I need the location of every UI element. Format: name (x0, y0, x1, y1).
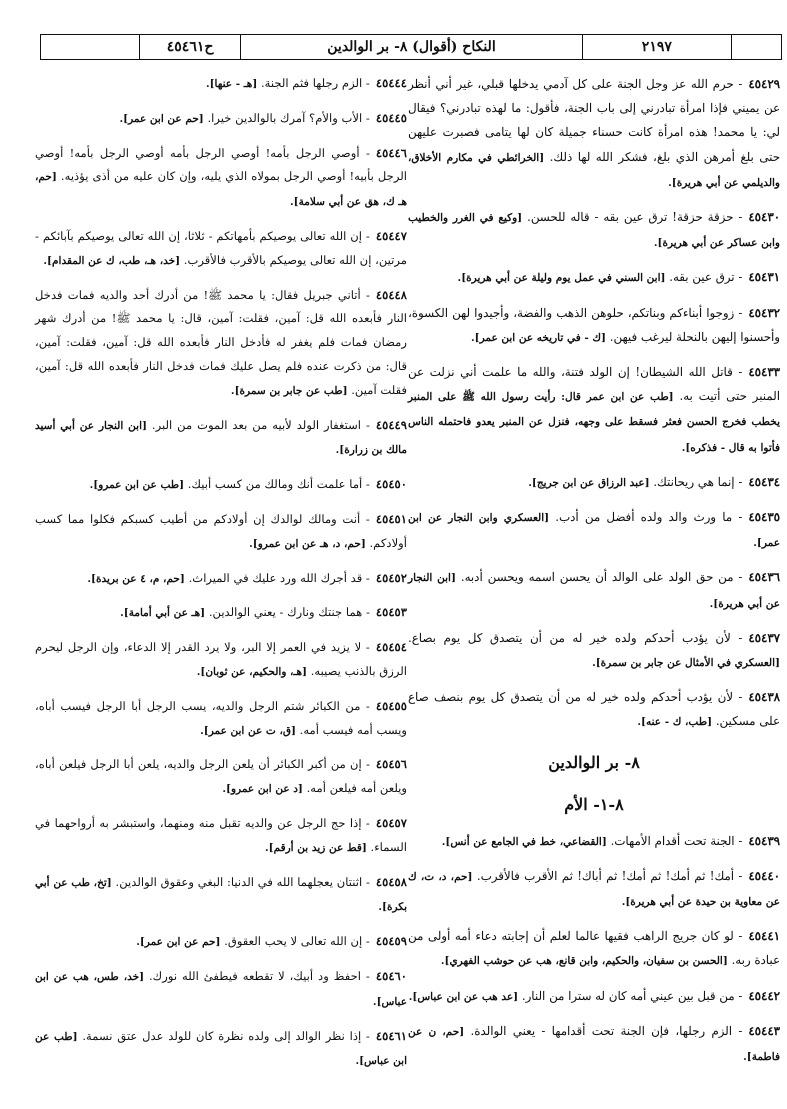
hadith-entry (35, 601, 407, 626)
hadith-source: [خد، هـ، طب، ك عن المقدام]. (43, 254, 181, 267)
page-number: ٢١٩٧ (582, 35, 732, 59)
hadith-text: - اثنتان يعجلهما الله في الدنيا: البغي وعقوق الوالدين. (115, 874, 370, 889)
hadith-number: ٤٥٤٣٧ (748, 630, 780, 645)
hadith-source: [ق، ت عن ابن عمر]. (200, 724, 296, 737)
header-blank-right (731, 35, 781, 59)
header-blank-left (41, 35, 139, 59)
hadith-text: - الأب والأم؟ آمرك بالوالدين خيرا. (207, 110, 370, 125)
hadith-text: - إن الله تعالى يوصيكم بأمهاتكم - ثلاثا، إن الله تعالى يوصيكم بآبائكم - مرتين، إن الله تعالى يوصيكم بالأقرب فالأقرب. (35, 228, 407, 267)
hadith-source: [ابن السني في عمل يوم وليلة عن أبي هريرة]. (457, 272, 666, 285)
hadith-entry (408, 924, 780, 973)
hadith-number: ٤٥٤٦٠ (375, 968, 407, 983)
hadith-source: [حم، هـ ك، هق عن أبي سلامة]. (35, 171, 407, 209)
hadith-entry (35, 567, 407, 592)
hadith-entry (408, 72, 780, 195)
hadith-text: - احفظ ود أبيك، لا تقطعه فيطفئ الله نورك. (149, 968, 370, 983)
hadith-text: - لو كان جريج الراهب فقيها عالما لعلم أن إجابته دعاء أمه أولى من عبادة ربه. (408, 929, 780, 968)
hadith-source: [خد، طس، هب عن ابن عباس]. (35, 970, 407, 1008)
hadith-text: - إذا نظر الوالد إلى ولده نظرة كان للولد عدل عتق نسمة. (82, 1028, 370, 1043)
hadith-entry (35, 473, 407, 498)
hadith-number: ٤٥٤٣٢ (748, 305, 780, 320)
hadith-text: - استغفار الولد لأبيه من بعد الموت من البر. (151, 417, 370, 432)
hadith-entry (408, 565, 780, 615)
hadith-text: - إنما هي ريحانتك. (653, 474, 743, 489)
hadith-entry (408, 864, 780, 914)
hadith-number: ٤٥٤٥٧ (375, 815, 407, 830)
hadith-source: [طب عن ابن عمر قال: رأيت رسول الله ﷺ على المنبر يخطب فخرج الحسن فعثر فسقط على وجهه، فنزل عن المنبر يعدو فاحتمله الناس فأتوا به قال - فذكره]. (408, 391, 780, 454)
hadith-entry (35, 414, 407, 464)
hadith-entry (35, 930, 407, 955)
hadith-source: [الحسن بن سفيان، والحكيم، وابن قانع، هب عن حوشب الفهري]. (440, 955, 728, 968)
hadith-number: ٤٥٤٤٩ (375, 417, 408, 432)
hadith-entry (35, 142, 407, 215)
hadith-number: ٤٥٤٣٤ (748, 474, 780, 489)
hadith-number: ٤٥٤٥٥ (375, 698, 407, 713)
hadith-number: ٤٥٤٤١ (748, 929, 780, 944)
hadith-entry (408, 301, 780, 350)
hadith-source: [حم، د، ت، ك عن معاوية بن حيدة عن أبي هريرة]. (408, 870, 780, 909)
hadith-number: ٤٥٤٤٣ (748, 1023, 780, 1038)
hadith-entry (35, 636, 407, 685)
hadith-source: [د عن ابن عمرو]. (222, 783, 303, 796)
hadith-text: - قد أجرك الله ورد عليك في الميراث. (188, 570, 370, 585)
subsection-heading: ٨-١- الأم (564, 794, 624, 814)
hadith-source: [العسكري في الأمثال عن جابر بن سمرة]. (592, 657, 780, 670)
hadith-number: ٤٥٤٥٣ (375, 605, 407, 620)
hadith-entry (408, 360, 780, 460)
hadith-source: [هـ، والحكيم، عن ثوبان]. (196, 665, 308, 678)
hadith-source: [القضاعي، خط في الجامع عن أنس]. (441, 835, 607, 848)
section-heading: ٨- بر الوالدين (548, 752, 640, 772)
hadith-entry (408, 470, 780, 495)
hadith-text: - هما جنتك ونارك - يعني الوالدين. (208, 605, 370, 620)
hadith-text: - حرم الله عز وجل الجنة على كل آدمي يدخلها قبلي، غير أني أنظر عن يميني فإذا امرأة تبادرني إلى باب الجنة، فأقول: ما لهذه تبادرني؟ فيقال لي: يا محمد! هذه امرأة كانت حسناء جميلة كان لها يتامى فصبرت عليهن حتى بلغ أمرهن الذي بلغ، فشكر الله لها ذلك. (408, 77, 780, 164)
hadith-text: - ترق عين بقه. (669, 270, 743, 285)
hadith-entry (408, 205, 780, 255)
hadith-entry (35, 753, 407, 802)
left-column (35, 72, 407, 1084)
hadith-entry (35, 107, 407, 132)
hadith-text: - لأن يؤدب أحدكم ولده خير له من أن يتصدق كل يوم بنصف صاع على مسكين. (408, 690, 780, 729)
hadith-number: ٤٥٤٣٣ (748, 365, 780, 380)
hadith-entry (408, 829, 780, 854)
hadith-number: ٤٥٤٥٨ (375, 874, 408, 889)
hadith-source: [وكيع في الغرر والخطيب وابن عساكر عن أبي هريرة]. (408, 212, 780, 250)
hadith-entry (35, 695, 407, 744)
hadith-entry (35, 508, 407, 557)
hadith-entry (35, 871, 407, 921)
hadith-text: - قاتل الله الشيطان! إن الولد فتنة، والله ما علمت أني نزلت عن المنبر حتى أتيت به. (408, 365, 780, 404)
hadith-text: - أنت ومالك لوالدك إن أولادكم من أطيب كسبكم فكلوا مما كسب أولادكم. (35, 511, 407, 550)
hadith-source: [ك - في تاريخه عن ابن عمر]. (470, 331, 607, 344)
hadith-source: [حم عن ابن عمر]. (119, 112, 204, 125)
right-column (408, 72, 780, 1079)
hadith-text: - أوصي الرجل بأمه! أوصي الرجل بأمه أوصي الرجل بأمه! أوصي الرجل بأبيه! أوصي الرجل بمولاه الذي يليه، وإن كان عليه من أذى يؤذيه. (35, 145, 407, 184)
hadith-text: - لأن يؤدب أحدكم ولده خير له من أن يتصدق كل يوم بصاع. (408, 630, 743, 645)
hadith-text: - من قبل بين عيني أمه كان له سترا من النار. (521, 988, 743, 1003)
hadith-entry (35, 965, 407, 1015)
hadith-number: ٤٥٤٥٠ (375, 477, 407, 492)
hadith-text: - أتاني جبريل فقال: يا محمد ﷺ! من أدرك أحد والديه فمات فدخل النار فأبعده الله قل: آمين، فقلت: آمين، قال: يا محمد ﷺ! من أدرك شهر رمضان فمات فلم يغفر له فأدخل النار فأبعده الله قل: آمين، فقلت: آمين، قال: من ذكرت عنده فلم يصل عليك فمات فدخل النار فأبعده الله قل: آمين، فقلت آمين. (35, 287, 407, 397)
hadith-text: - زوجوا أبناءكم وبناتكم، حلوهن الذهب والفضة، وأجيدوا لهن الكسوة، وأحسنوا إليهن بالنحلة ليرغب فيهن. (408, 305, 780, 344)
hadith-entry (35, 72, 407, 97)
hadith-text: - الزم رجلها فثم الجنة. (260, 76, 370, 90)
left-entries (35, 72, 407, 1074)
hadith-text: - من الكبائر شتم الرجل والديه، يسب الرجل أبا الرجل فيسب أباه، ويسب أمه فيسب أمه. (35, 698, 407, 737)
hadith-entry (408, 505, 780, 555)
hadith-number: ٤٥٤٣١ (748, 270, 780, 285)
hadith-source: [طب، ك - عنه]. (637, 716, 713, 729)
hadith-number: ٤٥٤٤٦ (375, 145, 407, 160)
hadith-entry (35, 225, 407, 274)
hadith-number: ٤٥٤٥١ (375, 511, 407, 526)
running-title: النكاح (أقوال) ٨- بر الوالدين (240, 35, 581, 59)
hadith-source: [هـ - عنها]. (205, 78, 258, 90)
hadith-number: ٤٥٤٤٧ (375, 228, 407, 243)
hadith-text: - إذا حج الرجل عن والديه تقبل منه ومنهما، واستبشر به أرواحهما في السماء. (35, 815, 407, 854)
page-header (40, 34, 782, 60)
hadith-text: - لا يزيد في العمر إلا البر، ولا يرد القدر إلا الدعاء، وإن الرجل ليحرم الرزق بالذنب يصيبه. (35, 640, 407, 678)
hadith-text: - من حق الولد على الوالد أن يحسن اسمه ويحسن أدبه. (460, 570, 743, 585)
hadith-entry (35, 812, 407, 861)
hadith-number: ٤٥٤٥٦ (375, 757, 407, 772)
hadith-text: - أمك! ثم أمك! ثم أمك! ثم أباك! ثم الأقرب فالأقرب. (476, 868, 743, 883)
hadith-source: [حم، د، هـ عن ابن عمرو]. (249, 537, 366, 550)
hadith-number: ٤٥٤٤٤ (375, 76, 407, 90)
hadith-source: [هـ عن أبي أمامة]. (120, 607, 206, 620)
hadith-text: - إن الله تعالى لا يحب العقوق. (224, 934, 370, 949)
hadith-text: - أما علمت أنك ومالك من كسب أبيك. (187, 477, 370, 492)
hadith-source: [ابن النجار عن أبي أسيد مالك بن زرارة]. (35, 419, 407, 457)
hadith-number: ٤٥٤٥٢ (375, 570, 407, 585)
hadith-range: ح٤٥٤٦١ (139, 35, 241, 59)
hadith-number: ٤٥٤٦١ (375, 1028, 407, 1043)
hadith-number: ٤٥٤٣٩ (748, 833, 780, 848)
hadith-entry (35, 1025, 407, 1075)
hadith-number: ٤٥٤٥٤ (375, 640, 407, 655)
hadith-source: [العسكري وابن النجار عن ابن عمر]. (408, 512, 780, 550)
hadith-source: [عبد الرزاق عن ابن جريج]. (528, 476, 650, 489)
hadith-source: [عد هب عن ابن عباس]. (408, 990, 519, 1003)
hadith-number: ٤٥٤٣٠ (748, 210, 780, 225)
hadith-text: - الجنة تحت أقدام الأمهات. (610, 833, 743, 848)
hadith-text: - ما ورث والد ولده أفضل من أدب. (555, 510, 743, 525)
hadith-entry (408, 1019, 780, 1069)
hadith-source: [حم عن ابن عمر]. (136, 936, 221, 949)
right-entries-top (408, 72, 780, 735)
hadith-number: ٤٥٤٣٥ (748, 510, 780, 525)
hadith-source: [قط عن زيد بن أرقم]. (264, 841, 367, 854)
hadith-number: ٤٥٤٤٢ (748, 988, 780, 1003)
hadith-text: - الزم رجلها، فإن الجنة تحت أقدامها - يعني الوالدة. (470, 1023, 743, 1038)
hadith-entry (408, 984, 780, 1009)
hadith-source: [حم، ن عن فاطمة]. (408, 1025, 780, 1064)
hadith-number: ٤٥٤٢٩ (748, 77, 780, 91)
hadith-entry (408, 626, 780, 675)
hadith-source: [طب عن ابن عمرو]. (89, 479, 185, 492)
hadith-source: [ابن النجار عن أبي هريرة]. (408, 572, 780, 610)
hadith-number: ٤٥٤٤٠ (748, 868, 780, 883)
hadith-number: ٤٥٤٤٥ (375, 110, 407, 125)
hadith-number: ٤٥٤٣٦ (748, 570, 780, 585)
hadith-entry (35, 284, 407, 404)
hadith-source: [حم، م، ٤ عن بريدة]. (87, 572, 185, 585)
hadith-source: [طب عن جابر بن سمرة]. (230, 384, 348, 397)
hadith-text: - إن من أكبر الكبائر أن يلعن الرجل والديه، يلعن أبا الرجل فيلعن أباه، ويلعن أمه فيلعن أمه. (35, 757, 407, 796)
hadith-entry (408, 265, 780, 290)
hadith-text: - حزقة حزقة! ترق عين بقه - قاله للحسن. (527, 210, 743, 225)
hadith-source: [طب عن ابن عباس]. (35, 1030, 407, 1068)
hadith-number: ٤٥٤٣٨ (748, 690, 780, 705)
hadith-number: ٤٥٤٤٨ (375, 287, 407, 302)
hadith-source: [تخ، طب عن أبي بكرة]. (35, 876, 407, 914)
hadith-number: ٤٥٤٥٩ (375, 934, 407, 949)
hadith-entry (408, 685, 780, 734)
right-entries-bottom (408, 829, 780, 1070)
hadith-source: [الخرائطي في مكارم الأخلاق، والديلمي عن أبي هريرة]. (408, 151, 780, 189)
